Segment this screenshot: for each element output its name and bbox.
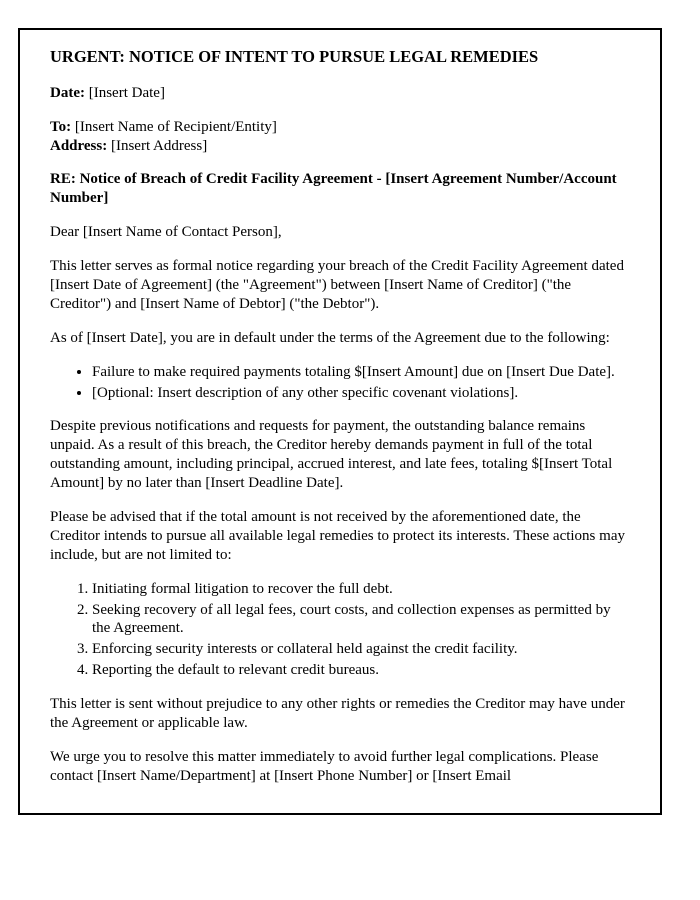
paragraph-notice: This letter serves as formal notice regarding your breach of the Credit Facility Agreement dated [Insert Date of Agreement] (the "Agreement") between [Insert Name of Creditor] ("the Creditor") and [Insert Name of Debtor] ("the Debtor"). <box>50 258 624 312</box>
numbered-item: 1. Initiating formal litigation to recover the full debt. <box>92 580 630 599</box>
address-value: [Insert Address] <box>110 137 208 154</box>
to-line <box>50 118 630 137</box>
date-label: Date: <box>50 84 85 101</box>
to-label: To: <box>50 118 72 135</box>
date-value: [Insert Date] <box>88 84 165 101</box>
numbered-item: 3. Enforcing security interests or collateral held against the credit facility. <box>92 640 630 659</box>
numbered-item: 4. Reporting the default to relevant credit bureaus. <box>92 661 630 680</box>
paragraph-remedies: Please be advised that if the total amount is not received by the aforementioned date, the Creditor intends to pursue all available legal remedies to protect its interests. These actions may include, but are not limited to: <box>50 509 625 563</box>
bullet-list <box>50 363 630 403</box>
bullet-item: • Failure to make required payments totaling $[Insert Amount] due on [Insert Due Date]. <box>92 363 630 382</box>
paragraph-urge: We urge you to resolve this matter immediately to avoid further legal complications. Please contact [Insert Name/Department] at [Insert Phone Number] or [Insert Email <box>50 748 599 784</box>
paragraph-prejudice: This letter is sent without prejudice to any other rights or remedies the Creditor may have under the Agreement or applicable law. <box>50 696 625 732</box>
to-value: [Insert Name of Recipient/Entity] <box>74 118 277 135</box>
numbered-list <box>50 580 630 680</box>
paragraph-demand: Despite previous notifications and requests for payment, the outstanding balance remains unpaid. As a result of this breach, the Creditor hereby demands payment in full of the total outstanding amount, including principal, accrued interest, and late fees, totaling $[Insert Total Amount] by no later than [Insert Deadline Date]. <box>50 418 613 492</box>
numbered-item: 2. Seeking recovery of all legal fees, court costs, and collection expenses as permitted by the Agreement. <box>92 601 630 639</box>
re-line: RE: Notice of Breach of Credit Facility Agreement - [Insert Agreement Number/Account Number] <box>50 171 617 207</box>
paragraph-default: As of [Insert Date], you are in default under the terms of the Agreement due to the following: <box>50 329 610 346</box>
recipient-block <box>50 118 630 156</box>
date-line <box>50 84 630 103</box>
salutation: Dear [Insert Name of Contact Person], <box>50 224 282 241</box>
address-label: Address: <box>50 137 108 154</box>
document-page <box>18 28 662 815</box>
letter-title: URGENT: NOTICE OF INTENT TO PURSUE LEGAL REMEDIES <box>50 47 539 66</box>
address-line <box>50 137 630 156</box>
bullet-item: • [Optional: Insert description of any other specific covenant violations]. <box>92 384 630 403</box>
